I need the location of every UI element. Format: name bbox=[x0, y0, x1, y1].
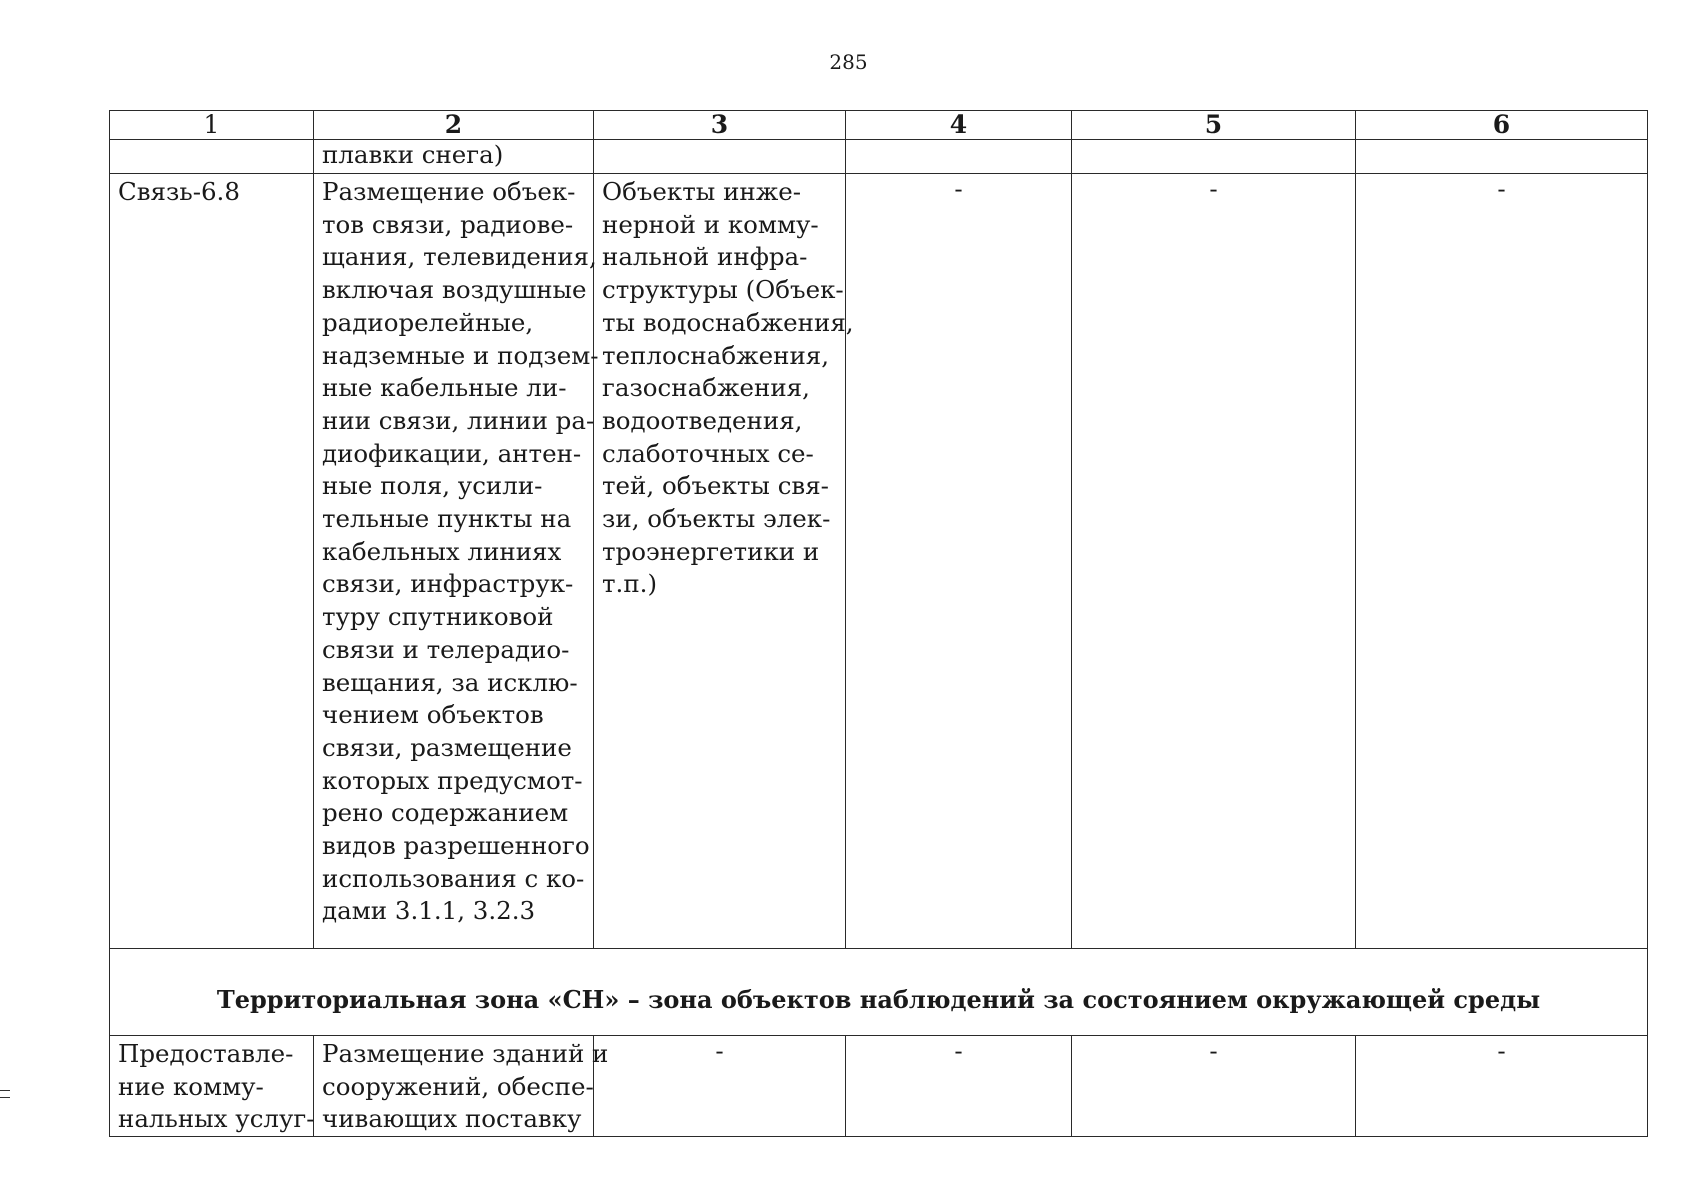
text-line: водоотведения, bbox=[602, 405, 803, 435]
text-line: ты водоснабжения, bbox=[602, 307, 854, 337]
text-line: зи, объекты элек- bbox=[602, 504, 831, 534]
text-line: Размещение объек- bbox=[322, 177, 576, 206]
zone-heading-row bbox=[110, 949, 1648, 1036]
text-line: нальной инфра- bbox=[602, 242, 808, 272]
table-row-kommunal bbox=[110, 1036, 1648, 1137]
text-line: которых предусмот- bbox=[322, 765, 583, 795]
description-cell-2 bbox=[314, 1036, 609, 1137]
col-3-value: - bbox=[594, 1036, 846, 1137]
text-line: ные кабельные ли- bbox=[322, 373, 567, 403]
text-line: туру спутниковой bbox=[322, 602, 554, 632]
text-line: связи, размещение bbox=[322, 732, 572, 762]
description-cell bbox=[314, 174, 599, 949]
land-use-code-cell: Связь-6.8 bbox=[110, 174, 314, 949]
text-line: тов связи, радиове- bbox=[322, 209, 574, 239]
text-line: связи и телерадио- bbox=[322, 634, 570, 664]
text-line: нальных услуг- bbox=[118, 1104, 315, 1134]
header-col-5: 5 bbox=[1072, 111, 1356, 140]
col-4-value-2: - bbox=[846, 1036, 1072, 1137]
col-6-value-2: - bbox=[1356, 1036, 1648, 1137]
text-line: радиорелейные, bbox=[322, 307, 534, 337]
text-line: дами 3.1.1, 3.2.3 bbox=[322, 896, 536, 926]
zoning-table bbox=[109, 110, 1648, 1137]
col-6-value: - bbox=[1356, 174, 1648, 949]
text-line: тельные пункты на bbox=[322, 504, 572, 534]
text-line: Объекты инже- bbox=[602, 177, 802, 206]
text-line: троэнергетики и bbox=[602, 536, 820, 566]
text-line: нерной и комму- bbox=[602, 209, 819, 239]
text-line: видов разрешенного bbox=[322, 831, 590, 861]
continuation-col-5 bbox=[1072, 140, 1356, 174]
zone-heading: Территориальная зона «СН» – зона объектов наблюдений за состоянием окружающей среды bbox=[110, 949, 1648, 1036]
text-line: кабельных линиях bbox=[322, 536, 562, 566]
text-line: ние комму- bbox=[118, 1071, 264, 1101]
text-line: теплоснабжения, bbox=[602, 340, 830, 370]
header-col-6: 6 bbox=[1356, 111, 1648, 140]
page-number: 285 bbox=[829, 50, 868, 74]
text-line: структуры (Объек- bbox=[602, 275, 844, 305]
text-line: чивающих поставку bbox=[322, 1104, 582, 1134]
continuation-col-2: плавки снега) bbox=[314, 140, 594, 174]
text-line: слаботочных се- bbox=[602, 438, 814, 468]
text-line: т.п.) bbox=[602, 569, 658, 599]
text-line: вещания, за исклю- bbox=[322, 667, 578, 697]
continuation-col-4 bbox=[846, 140, 1072, 174]
header-row bbox=[110, 111, 1648, 140]
text-line: включая воздушные bbox=[322, 275, 587, 305]
table-row-svyaz bbox=[110, 174, 1648, 949]
header-col-1: 1 bbox=[110, 111, 314, 140]
continuation-col-3 bbox=[594, 140, 846, 174]
text-line: тей, объекты свя- bbox=[602, 471, 829, 501]
text-line: нии связи, линии ра- bbox=[322, 405, 595, 435]
col-5-value: - bbox=[1072, 174, 1356, 949]
text-line: щания, телевидения, bbox=[322, 242, 597, 272]
col-5-value-2: - bbox=[1072, 1036, 1356, 1137]
continuation-col-6 bbox=[1356, 140, 1648, 174]
col-4-value: - bbox=[846, 174, 1072, 949]
header-col-3: 3 bbox=[594, 111, 846, 140]
scan-edge-mark bbox=[0, 1090, 10, 1098]
text-line: Размещение зданий и bbox=[322, 1039, 609, 1068]
text-line: Предоставле- bbox=[118, 1039, 294, 1068]
text-line: сооружений, обеспе- bbox=[322, 1071, 594, 1101]
text-line: надземные и подзем- bbox=[322, 340, 599, 370]
text-line: диофикации, антен- bbox=[322, 438, 582, 468]
header-col-4: 4 bbox=[846, 111, 1072, 140]
objects-cell bbox=[594, 174, 854, 949]
text-line: рено содержанием bbox=[322, 798, 569, 828]
text-line: чением объектов bbox=[322, 700, 544, 730]
text-line: связи, инфраструк- bbox=[322, 569, 574, 599]
text-line: газоснабжения, bbox=[602, 373, 810, 403]
continuation-col-1 bbox=[110, 140, 314, 174]
land-use-name-cell bbox=[110, 1036, 314, 1137]
continuation-row bbox=[110, 140, 1648, 174]
text-line: использования с ко- bbox=[322, 863, 585, 893]
text-line: ные поля, усили- bbox=[322, 471, 543, 501]
header-col-2: 2 bbox=[314, 111, 594, 140]
